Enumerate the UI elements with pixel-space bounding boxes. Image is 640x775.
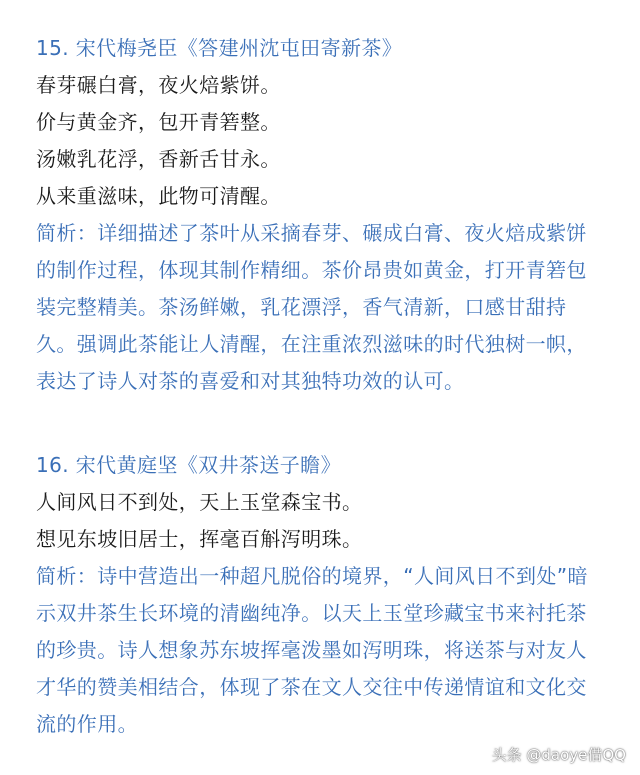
- article-body: [36, 30, 626, 743]
- poem-16-analysis-line: 才华的赞美相结合，体现了茶在文人交往中传递情谊和文化交: [36, 675, 587, 699]
- poem-15-line: 春芽碾白膏，夜火焙紫饼。: [36, 73, 281, 97]
- poem-15-analysis-line: 的制作过程，体现其制作精细。茶价昂贵如黄金，打开青箬包: [36, 258, 587, 282]
- poem-15-title: 15. 宋代梅尧臣《答建州沈屯田寄新茶》: [36, 36, 403, 60]
- section-spacer: [36, 400, 626, 447]
- poem-15-analysis-line: 久。强调此茶能让人清醒，在注重浓烈滋味的时代独树一帜，: [36, 332, 587, 356]
- poem-16-line: 想见东坡旧居士，挥毫百斛泻明珠。: [36, 527, 363, 551]
- poem-15-line: 价与黄金齐，包开青箬整。: [36, 110, 281, 134]
- poem-16-title: 16. 宋代黄庭坚《双井茶送子瞻》: [36, 453, 341, 477]
- poem-16-line: 人间风日不到处，天上玉堂森宝书。: [36, 490, 363, 514]
- poem-15-line: 汤嫩乳花浮，香新舌甘永。: [36, 147, 281, 171]
- watermark: 头条 @daoye借QQ: [491, 746, 626, 764]
- poem-16-analysis-line: 简析：诗中营造出一种超凡脱俗的境界，“人间风日不到处”暗: [36, 564, 588, 588]
- poem-15-analysis-line: 简析：详细描述了茶叶从采摘春芽、碾成白膏、夜火焙成紫饼: [36, 221, 587, 245]
- poem-16-analysis-line: 的珍贵。诗人想象苏东坡挥毫泼墨如泻明珠，将送茶与对友人: [36, 638, 587, 662]
- poem-16-analysis-line: 示双井茶生长环境的清幽纯净。以天上玉堂珍藏宝书来衬托茶: [36, 601, 587, 625]
- poem-15-line: 从来重滋味，此物可清醒。: [36, 184, 281, 208]
- poem-15-analysis-line: 表达了诗人对茶的喜爱和对其独特功效的认可。: [36, 369, 465, 393]
- poem-15-analysis-line: 装完整精美。茶汤鲜嫩，乳花漂浮，香气清新，口感甘甜持: [36, 295, 567, 319]
- poem-16-analysis-line: 流的作用。: [36, 712, 138, 736]
